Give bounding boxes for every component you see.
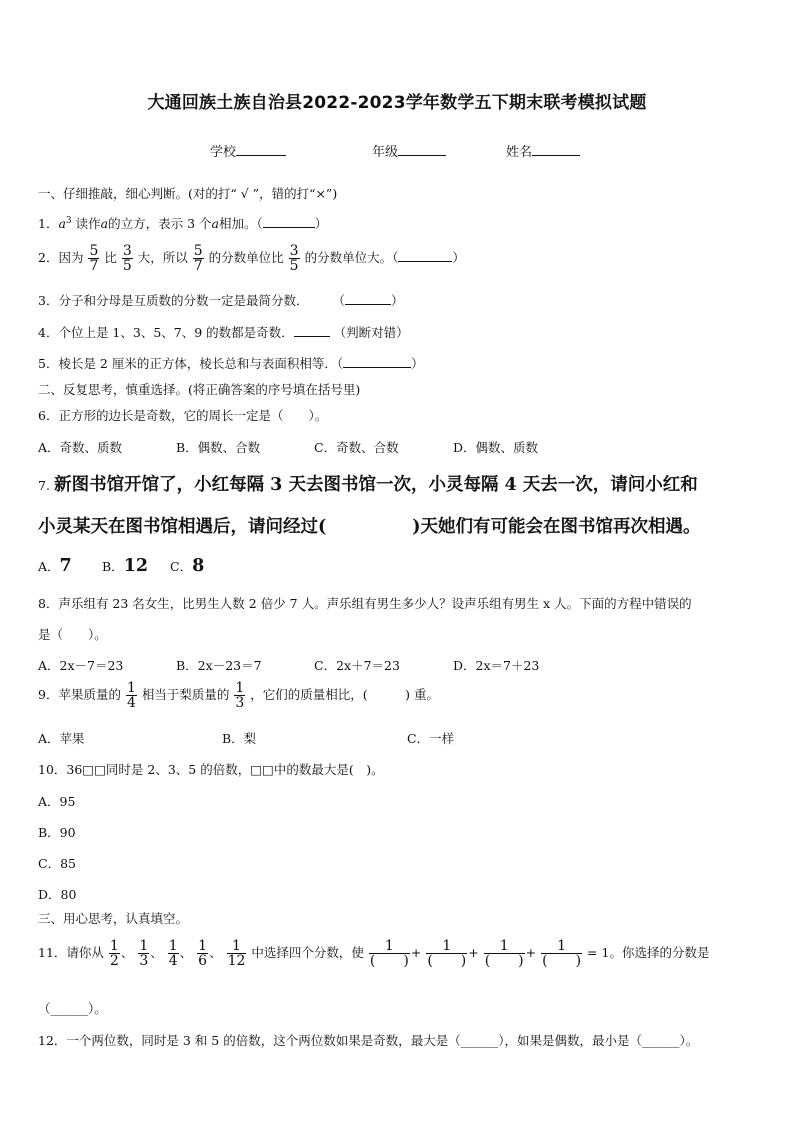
grade-blank[interactable] xyxy=(398,143,446,156)
option-b[interactable]: B．12 xyxy=(102,556,149,576)
fraction: $\frac{1}{2}$ xyxy=(109,938,119,969)
var-a: a xyxy=(58,216,66,231)
fraction: $\frac{3}{5}$ xyxy=(289,243,299,274)
question-10: 10．36□□同时是 2、3、5 的倍数，□□中的数最大是( )。 xyxy=(38,762,384,777)
fraction: $\frac{5}{7}$ xyxy=(193,243,203,274)
option-d[interactable]: D．2x＝7＋23 xyxy=(453,658,540,673)
section-3-heading: 三、用心思考，认真填空。 xyxy=(38,911,189,926)
answer-blank-1[interactable] xyxy=(263,215,315,228)
option-d[interactable]: D．80 xyxy=(38,887,77,902)
blank-fraction[interactable]: $\frac{1}{( )}$ xyxy=(427,938,467,969)
grade-label: 年级 xyxy=(372,145,399,160)
fraction: $\frac{1}{3}$ xyxy=(235,680,245,711)
question-3: 3．分子和分母是互质数的分数一定是最简分数． （ ） xyxy=(38,293,404,308)
school-label: 学校 xyxy=(210,145,237,160)
question-11-answer[interactable]: （______）。 xyxy=(38,1001,107,1016)
option-c[interactable]: C．85 xyxy=(38,856,76,871)
answer-blank-5[interactable] xyxy=(343,355,411,368)
name-label: 姓名 xyxy=(506,145,533,160)
grade-field[interactable] xyxy=(372,141,446,160)
question-5: 5．棱长是 2 厘米的正方体，棱长总和与表面积相等．（ ） xyxy=(38,356,424,371)
school-field[interactable] xyxy=(210,141,286,160)
name-field[interactable] xyxy=(506,141,580,160)
fraction: $\frac{1}{3}$ xyxy=(139,938,149,969)
option-d[interactable]: D．偶数、质数 xyxy=(453,440,539,455)
option-c[interactable]: C．一样 xyxy=(407,731,455,746)
option-a[interactable]: A．奇数、质数 xyxy=(38,440,123,455)
question-7-line-2: 小灵某天在图书馆相遇后，请问经过( )天她们有可能会在图书馆再次相遇。 xyxy=(38,517,701,537)
school-blank[interactable] xyxy=(236,143,286,156)
option-c[interactable]: C．奇数、合数 xyxy=(314,440,399,455)
fraction: $\frac{3}{5}$ xyxy=(122,243,132,274)
question-8-line-2: 是（ ）。 xyxy=(38,627,107,642)
option-c[interactable]: C．2x＋7＝23 xyxy=(314,658,400,673)
section-2-heading: 二、反复思考，慎重选择。(将正确答案的序号填在括号里) xyxy=(38,382,361,397)
option-c[interactable]: C．8 xyxy=(170,556,205,576)
section-1-heading: 一、仔细推敲，细心判断。(对的打“ √ ”，错的打“×”) xyxy=(38,186,338,201)
question-7-line-1: 7. 新图书馆开馆了，小红每隔 3 天去图书馆一次，小灵每隔 4 天去一次，请问小红和 xyxy=(38,475,698,495)
question-2: 2．因为 $\frac{5}{7}$ 比 $\frac{3}{5}$ 大，所以 $\frac{5}{7}$ 的分数单位比 $\frac{3}{5}$ 的分数单位大。（ ） xyxy=(38,243,465,274)
blank-fraction[interactable]: $\frac{1}{( )}$ xyxy=(542,938,582,969)
name-blank[interactable] xyxy=(532,143,580,156)
question-1: 1．$a^3$ 读作a的立方，表示 3 个a相加。（ ） xyxy=(38,215,328,231)
blank-fraction[interactable]: $\frac{1}{( )}$ xyxy=(369,938,409,969)
question-8-line-1: 8．声乐组有 23 名女生，比男生人数 2 倍少 7 人。声乐组有男生多少人？设声乐组有男生 x 人。下面的方程中错误的 xyxy=(38,596,692,611)
fraction: $\frac{1}{4}$ xyxy=(168,938,178,969)
fraction: $\frac{1}{6}$ xyxy=(198,938,208,969)
option-a[interactable]: A．苹果 xyxy=(38,731,85,746)
blank-fraction[interactable]: $\frac{1}{( )}$ xyxy=(484,938,524,969)
question-6: 6．正方形的边长是奇数，它的周长一定是（ ）。 xyxy=(38,408,328,423)
question-9: 9．苹果质量的 $\frac{1}{4}$ 相当于梨质量的 $\frac{1}{3}$ ，它们的质量相比，( ) 重。 xyxy=(38,680,439,711)
answer-blank-3[interactable] xyxy=(345,292,391,305)
answer-blank-4[interactable] xyxy=(294,324,330,337)
fraction: $\frac{5}{7}$ xyxy=(89,243,99,274)
fraction: $\frac{1}{12}$ xyxy=(227,938,246,969)
question-4: 4．个位上是 1、3、5、7、9 的数都是奇数． （判断对错） xyxy=(38,325,409,340)
fraction: $\frac{1}{4}$ xyxy=(126,680,136,711)
option-a[interactable]: A．95 xyxy=(38,794,76,809)
question-11: 11．请你从 $\frac{1}{2}$ 、 $\frac{1}{3}$ 、 $\frac{1}{4}$ 、 $\frac{1}{6}$ 、 $\frac{1}{12}$ 中选择四个分数，使 $\frac{1}{( )}$ + $\frac{1}{( )}$ + $\frac{1}{( )}$ + $\frac{1}{( )}$ = 1。你选择的分数是 xyxy=(38,938,710,969)
option-a[interactable]: A．2x－7＝23 xyxy=(38,658,124,673)
page-title: 大通回族土族自治县2022-2023学年数学五下期末联考模拟试题 xyxy=(147,93,647,113)
option-a[interactable]: A．7 xyxy=(38,556,72,576)
option-b[interactable]: B．梨 xyxy=(222,731,257,746)
question-12: 12．一个两位数，同时是 3 和 5 的倍数，这个两位数如果是奇数，最大是（______），如果是偶数，最小是（______）。 xyxy=(38,1033,699,1048)
option-b[interactable]: B．偶数、合数 xyxy=(176,440,261,455)
option-b[interactable]: B．2x－23＝7 xyxy=(176,658,262,673)
answer-blank-2[interactable] xyxy=(398,249,452,262)
option-b[interactable]: B．90 xyxy=(38,825,76,840)
